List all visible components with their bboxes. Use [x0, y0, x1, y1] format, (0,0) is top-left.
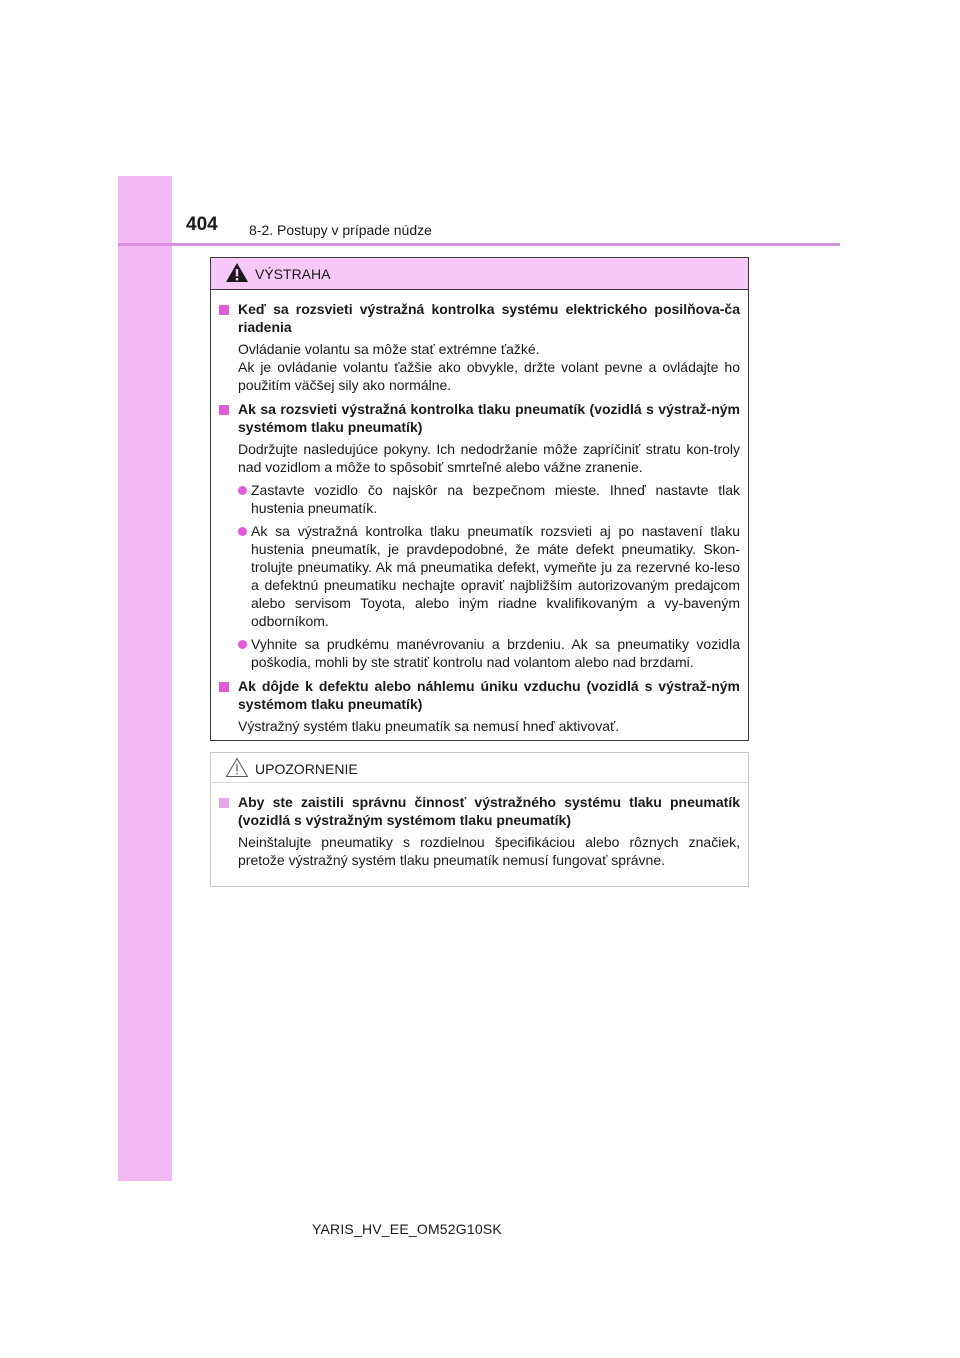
- circle-bullet-icon: [238, 486, 247, 495]
- page-number: 404: [186, 214, 218, 235]
- warning-box: [210, 257, 749, 741]
- document-code: YARIS_HV_EE_OM52G10SK: [312, 1221, 502, 1237]
- square-bullet-icon: [219, 405, 229, 415]
- warning-item: [219, 300, 740, 394]
- warning-bullet: [238, 522, 740, 630]
- header-rule: [118, 243, 840, 246]
- square-bullet-icon: [219, 682, 229, 692]
- warning-bullet-text: Ak sa výstražná kontrolka tlaku pneumatík rozsvieti aj po nastavení tlaku hustenia pneumatík, je pravdepodobné, že máte defekt pneumatiky. Skon-trolujte pneumatiky. Ak má pneumatika defekt, vymeňte ju za rezervné ko-leso a defektnú pneumatiku nechajte opraviť najbližším autorizovaným predajcom alebo servisom Toyota, alebo iným riadne kvalifikovaným a vy-baveným odborníkom.: [251, 523, 740, 629]
- notice-item-text: Neinštalujte pneumatiky s rozdielnou špecifikáciou alebo rôznych značiek, pretože výstražný systém tlaku pneumatík nemusí fungovať správne.: [238, 834, 740, 868]
- warning-item-title: Keď sa rozsvieti výstražná kontrolka systému elektrického posilňova-ča riadenia: [238, 301, 740, 335]
- circle-bullet-icon: [238, 640, 247, 649]
- square-bullet-icon: [219, 798, 229, 808]
- warning-header: [211, 258, 748, 290]
- warning-bullet-text: Zastavte vozidlo čo najskôr na bezpečnom mieste. Ihneď nastavte tlak hustenia pneumatík.: [251, 482, 740, 516]
- notice-content: [211, 783, 748, 869]
- warning-label: VÝSTRAHA: [255, 266, 331, 282]
- notice-label: UPOZORNENIE: [255, 761, 358, 777]
- warning-triangle-icon: [225, 262, 249, 283]
- warning-content: [211, 290, 748, 735]
- circle-bullet-icon: [238, 527, 247, 536]
- warning-item-title: Ak sa rozsvieti výstražná kontrolka tlaku pneumatík (vozidlá s výstraž-ným systémom tlaku pneumatík): [238, 401, 740, 435]
- warning-bullet-text: Vyhnite sa prudkému manévrovaniu a brzdeniu. Ak sa pneumatiky vozidla poškodia, mohli by ste stratiť kontrolu nad volantom alebo nad brzdami.: [251, 636, 740, 670]
- chapter-side-band: [118, 176, 172, 1181]
- warning-item: [219, 677, 740, 735]
- warning-item-text: Ak je ovládanie volantu ťažšie ako obvykle, držte volant pevne a ovládajte ho použitím väčšej sily ako normálne.: [238, 359, 740, 393]
- warning-bullet: [238, 635, 740, 671]
- warning-item-text: Ovládanie volantu sa môže stať extrémne ťažké.: [238, 341, 540, 357]
- caution-triangle-icon: [225, 757, 249, 778]
- warning-item-title: Ak dôjde k defektu alebo náhlemu úniku vzduchu (vozidlá s výstraž-ným systémom tlaku pneumatík): [238, 678, 740, 712]
- notice-box: [210, 752, 749, 887]
- warning-item-text: Výstražný systém tlaku pneumatík sa nemusí hneď aktivovať.: [238, 718, 620, 734]
- square-bullet-icon: [219, 305, 229, 315]
- notice-item: [219, 793, 740, 869]
- section-title: 8-2. Postupy v prípade núdze: [249, 222, 432, 238]
- warning-item-text: Dodržujte nasledujúce pokyny. Ich nedodržanie môže zapríčiniť stratu kon-troly nad vozidlom a môže to spôsobiť smrteľné alebo vážne zranenie.: [238, 441, 740, 475]
- warning-bullet: [238, 481, 740, 517]
- notice-header: [211, 753, 748, 783]
- notice-item-title: Aby ste zaistili správnu činnosť výstražného systému tlaku pneumatík (vozidlá s výstražným systémom tlaku pneumatík): [238, 794, 740, 828]
- warning-item: [219, 400, 740, 671]
